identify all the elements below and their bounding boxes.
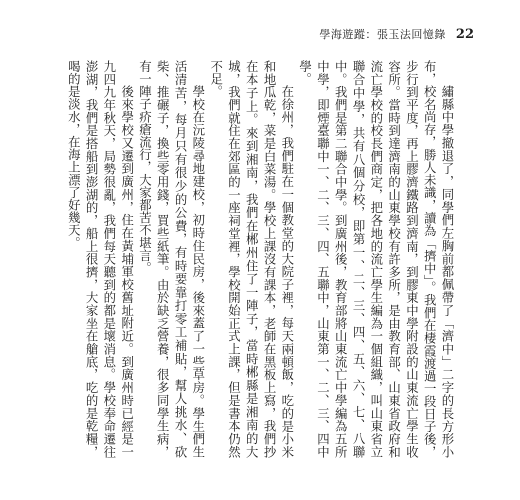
page-number: 22 (455, 27, 474, 42)
paragraph: 繡縣中學撤退了，同學們左胸前都佩帶了「濟中」二字的長方形小布，校名尚存，勝人未識，讀為「擠中」。我們在棲霞渡過一段日子後，步行到平度，再上膠濟鐵路到濟南，到膠東中學附設的山東流亡學生收容所。當時到達濟南的山東學校有許多所，是由教育部、山東省政府和流亡學校的校長們商定，把各地的流亡學生編為一個組織，叫山東省立聯合中學，共有八個分校，即第一、二、三、四、五、六、七、八聯中。我們是第二聯合中學。到廣州後，教育部將山東流亡中學編為五所中學，即煙臺聯中一、二、三、四、五聯中，山東第一、二、三、四中學。 (297, 60, 455, 458)
paragraph: 學校在沅陵尋地建校，初時住民房，後來蓋了一些草房。學生們生活清苦，每月只有很少的公費，有時要靠打零工補貼，幫人挑水、砍柴、推碾子，換些零用錢，買些紙筆。由於缺乏營養，很多同學生病，有一陣子疥瘡流行，大家都苦不堪言。 (137, 60, 206, 458)
body-text (40, 60, 456, 458)
paragraph: 在徐州，我們駐在一個教堂的大院子裡，每天兩頓飯，吃的是小米和地瓜乾，菜是白菜湯。學校上課沒有課本，老師在黑板上寫，我們抄在本子上。來到湘南，我們在郴州住了一陣子，當時郴縣是湘南的大城，我們就住在郊區的一座祠堂裡，學校開始正式上課，但是書本仍然不足。 (208, 60, 295, 458)
running-head: 學海遊蹤：張玉法回憶錄 (319, 28, 446, 41)
paragraph: 後來學校又遷到廣州，住在黃埔軍校舊址附近。到廣州時已經是一九四九年秋天，局勢很亂，我們每天聽到的都是壞消息。學校奉命遷往澎湖，我們是搭船到澎湖的，船上很擠，大家坐在艙底，吃的是乾糧，喝的是淡水，在海上漂了好幾天。 (66, 60, 135, 458)
page-header (319, 26, 474, 42)
